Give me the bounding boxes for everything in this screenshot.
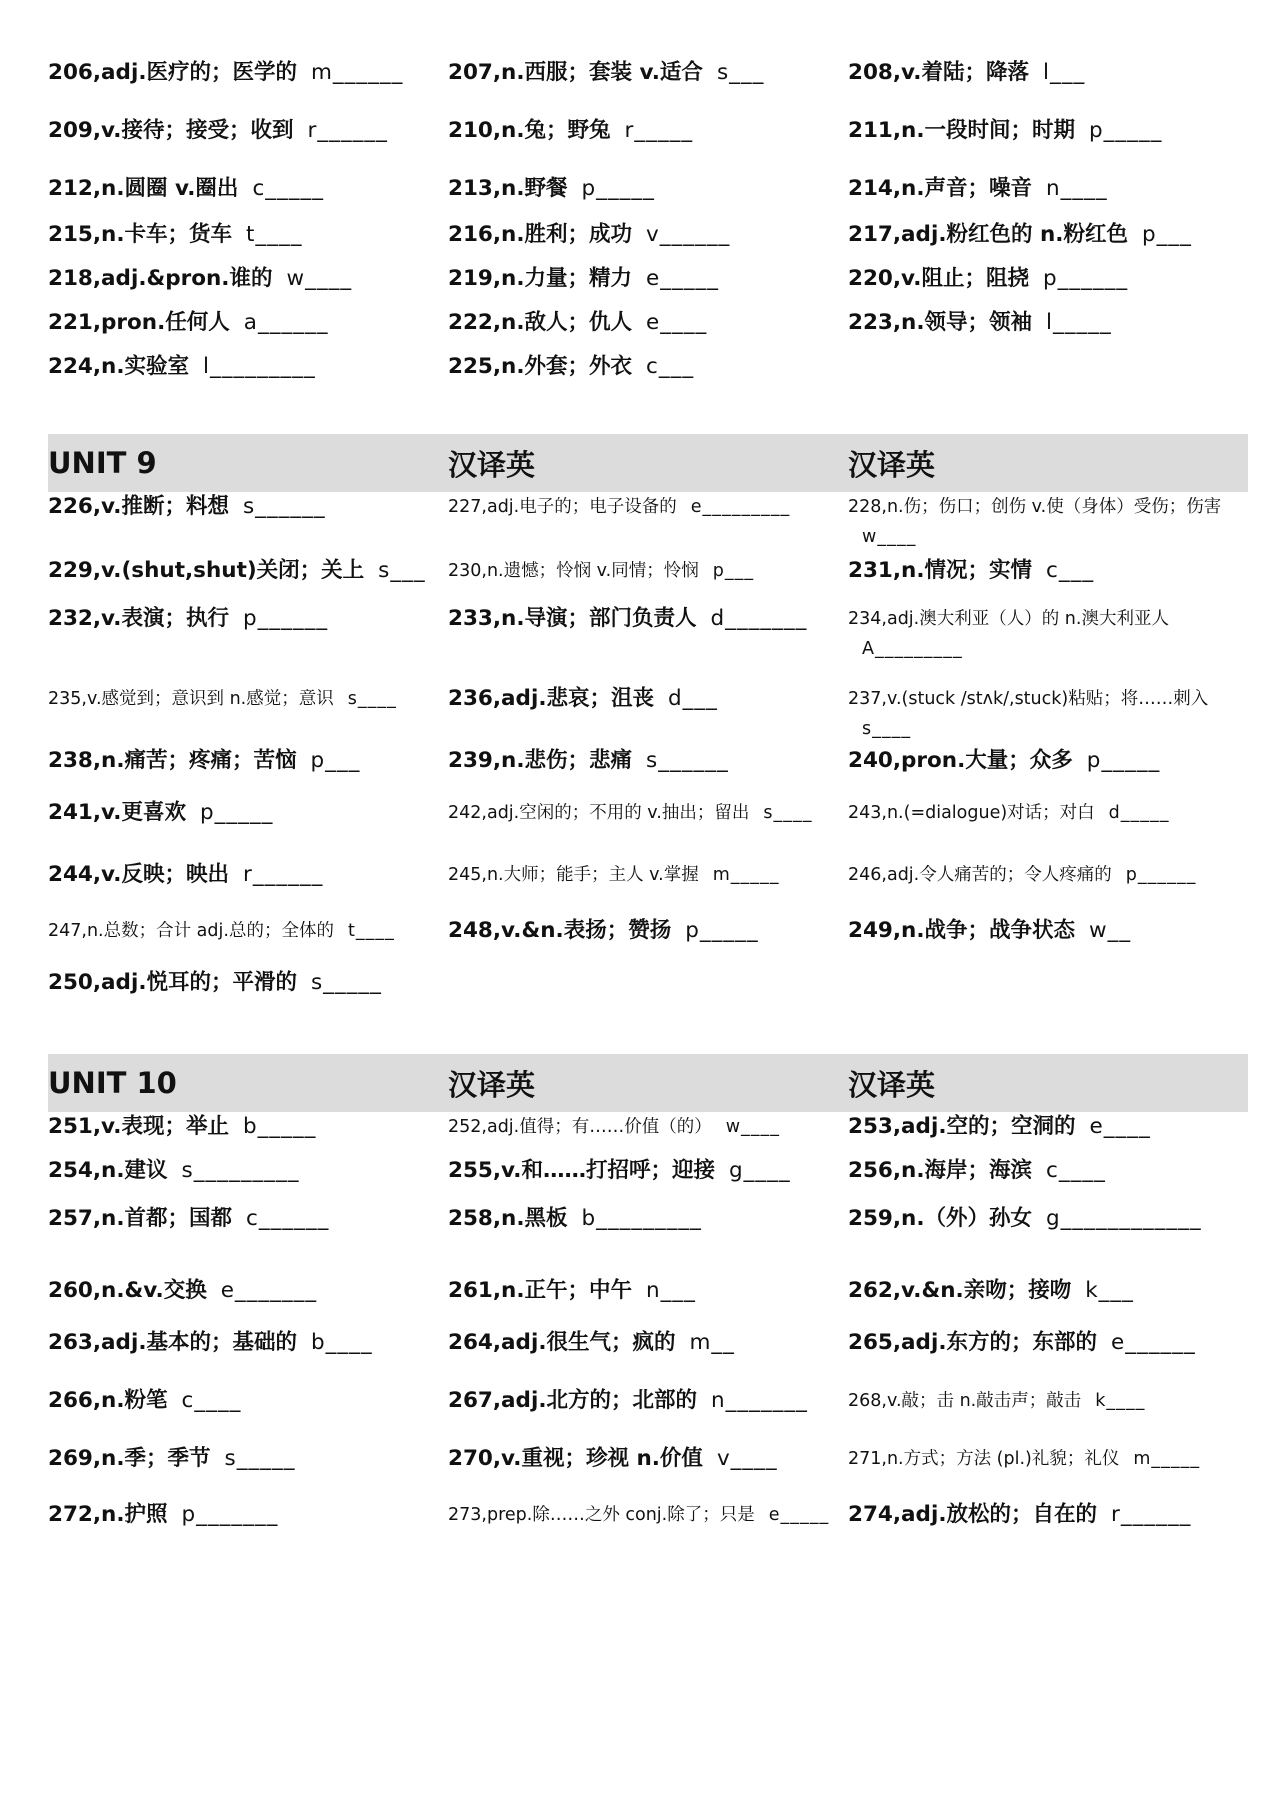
vocab-entry: [448, 746, 848, 798]
vocab-entry: [848, 1112, 1248, 1156]
entry-answer-blank: g____: [728, 1158, 791, 1183]
entry-definition: 217,adj.粉红色的 n.粉红色: [848, 222, 1128, 247]
entry-answer-blank: l___: [1042, 60, 1086, 85]
vocab-entry: [848, 264, 1248, 308]
entry-definition: 208,v.着陆；降落: [848, 60, 1029, 85]
entry-definition: 215,n.卡车；货车: [48, 222, 233, 247]
entry-answer-blank: e_______: [220, 1278, 318, 1303]
vocab-entry: [448, 1500, 848, 1560]
entry-answer-blank: v____: [716, 1446, 778, 1471]
vocab-entry: [48, 1156, 448, 1204]
vocab-entry: [448, 1204, 848, 1276]
entry-answer-blank: s___: [716, 60, 765, 85]
entry-definition: 206,adj.医疗的；医学的: [48, 60, 297, 85]
unit9-title: UNIT 9: [48, 446, 157, 480]
vocab-entry: [848, 1276, 1248, 1328]
vocab-entry: [48, 116, 448, 174]
entry-definition: 254,n.建议: [48, 1158, 168, 1183]
vocab-entry: [848, 684, 1248, 746]
vocab-entry: [48, 1112, 448, 1156]
entry-definition: 241,v.更喜欢: [48, 800, 186, 825]
vocab-entry: [48, 58, 448, 116]
vocab-entry: [848, 1204, 1248, 1276]
entry-answer-blank: s_____: [310, 970, 382, 995]
entry-definition: 238,n.痛苦；疼痛；苦恼: [48, 748, 297, 773]
entry-answer-blank: c_____: [252, 176, 325, 201]
entry-answer-blank: w____: [725, 1117, 781, 1137]
entry-answer-blank: p______: [1125, 865, 1197, 885]
entry-answer-blank: l_________: [203, 354, 316, 379]
vocab-grid-unit10: [48, 1112, 1248, 1560]
entry-answer-blank: e____: [1089, 1114, 1151, 1139]
entry-answer-blank: e____: [646, 310, 708, 335]
vocab-entry: [848, 1500, 1248, 1560]
unit10-col3-title: 汉译英: [848, 1067, 936, 1102]
vocab-entry: [48, 604, 448, 684]
entry-definition: 273,prep.除……之外 conj.除了；只是: [448, 1505, 755, 1525]
entry-definition: 250,adj.悦耳的；平滑的: [48, 970, 297, 995]
entry-answer-blank: s____: [347, 689, 397, 709]
vocab-entry: [448, 1444, 848, 1500]
entry-definition: 225,n.外套；外衣: [448, 354, 633, 379]
entry-definition: 252,adj.值得；有……价值（的）: [448, 1117, 712, 1137]
vocab-entry: [848, 220, 1248, 264]
entry-definition: 261,n.正午；中午: [448, 1278, 633, 1303]
entry-answer-blank: t____: [347, 921, 395, 941]
entry-definition: 212,n.圆圈 v.圈出: [48, 176, 239, 201]
unit10-col2-title: 汉译英: [448, 1067, 536, 1102]
vocab-entry: [48, 860, 448, 916]
vocab-entry: [48, 220, 448, 264]
entry-definition: 265,adj.东方的；东部的: [848, 1330, 1097, 1355]
entry-definition: 226,v.推断；料想: [48, 494, 229, 519]
vocab-entry: [48, 556, 448, 604]
vocab-entry: [48, 1204, 448, 1276]
entry-answer-blank: w____: [286, 266, 353, 291]
vocab-entry: [448, 916, 848, 968]
vocab-entry: [48, 492, 448, 556]
vocab-entry: [848, 916, 1248, 968]
vocab-entry: [448, 860, 848, 916]
vocab-entry: [448, 604, 848, 684]
entry-answer-blank: p_______: [181, 1502, 279, 1527]
entry-definition: 270,v.重视；珍视 n.价值: [448, 1446, 703, 1471]
entry-definition: 253,adj.空的；空洞的: [848, 1114, 1076, 1139]
vocab-entry: [48, 968, 448, 1016]
entry-answer-blank: c______: [246, 1206, 330, 1231]
vocab-entry: [48, 1444, 448, 1500]
vocab-entry: [848, 860, 1248, 916]
entry-answer-blank: v______: [646, 222, 731, 247]
vocab-entry: [848, 604, 1248, 684]
entry-definition: 210,n.兔；野兔: [448, 118, 611, 143]
entry-definition: 239,n.悲伤；悲痛: [448, 748, 633, 773]
entry-answer-blank: c___: [1046, 558, 1095, 583]
entry-definition: 240,pron.大量；众多: [848, 748, 1073, 773]
unit10-title: UNIT 10: [48, 1066, 177, 1100]
entry-answer-blank: d_______: [710, 606, 808, 631]
vocab-entry: [448, 352, 848, 396]
vocab-entry: [448, 1112, 848, 1156]
entry-definition: 249,n.战争；战争状态: [848, 918, 1076, 943]
entry-definition: 246,adj.令人痛苦的；令人疼痛的: [848, 865, 1112, 885]
entry-answer-blank: s_________: [181, 1158, 300, 1183]
vocab-entry: [848, 968, 1248, 1016]
vocab-entry: [448, 1328, 848, 1386]
entry-answer-blank: t____: [246, 222, 303, 247]
entry-definition: 256,n.海岸；海滨: [848, 1158, 1033, 1183]
entry-definition: 232,v.表演；执行: [48, 606, 229, 631]
vocab-entry: [448, 220, 848, 264]
entry-definition: 222,n.敌人；仇人: [448, 310, 633, 335]
vocab-entry: [848, 1156, 1248, 1204]
entry-definition: 236,adj.悲哀；沮丧: [448, 686, 654, 711]
vocab-entry: [448, 58, 848, 116]
entry-answer-blank: c____: [181, 1388, 242, 1413]
entry-answer-blank: s______: [242, 494, 326, 519]
entry-definition: 214,n.声音；噪音: [848, 176, 1033, 201]
entry-definition: 234,adj.澳大利亚（人）的 n.澳大利亚人: [848, 609, 1169, 629]
entry-definition: 247,n.总数；合计 adj.总的；全体的: [48, 921, 334, 941]
vocab-entry: [848, 1444, 1248, 1500]
entry-definition: 231,n.情况；实情: [848, 558, 1033, 583]
entry-answer-blank: c___: [646, 354, 695, 379]
vocab-entry: [48, 1500, 448, 1560]
entry-answer-blank: e_________: [690, 497, 791, 517]
entry-answer-blank: d_____: [1108, 803, 1170, 823]
entry-answer-blank: m__: [689, 1330, 735, 1355]
vocab-entry: [448, 1276, 848, 1328]
entry-definition: 271,n.方式；方法 (pl.)礼貌；礼仪: [848, 1449, 1120, 1469]
entry-definition: 258,n.黑板: [448, 1206, 568, 1231]
vocab-entry: [448, 308, 848, 352]
entry-answer-blank: p_____: [199, 800, 274, 825]
entry-answer-blank: d___: [667, 686, 718, 711]
entry-answer-blank: k___: [1085, 1278, 1134, 1303]
entry-answer-blank: p_____: [685, 918, 759, 943]
vocab-entry: [448, 492, 848, 556]
entry-answer-blank: r______: [1110, 1502, 1192, 1527]
entry-answer-blank: e_____: [768, 1505, 830, 1525]
entry-definition: 220,v.阻止；阻挠: [848, 266, 1029, 291]
entry-definition: 219,n.力量；精力: [448, 266, 633, 291]
vocab-entry: [448, 264, 848, 308]
vocab-entry: [448, 968, 848, 1016]
entry-definition: 272,n.护照: [48, 1502, 168, 1527]
entry-answer-blank: s____: [763, 803, 813, 823]
vocab-entry: [448, 174, 848, 220]
entry-definition: 259,n.（外）孙女: [848, 1206, 1033, 1231]
entry-answer-blank: p_____: [581, 176, 655, 201]
vocab-entry: [48, 264, 448, 308]
entry-answer-blank: l_____: [1046, 310, 1112, 335]
entry-answer-blank: n____: [1046, 176, 1108, 201]
entry-answer-blank: p______: [242, 606, 329, 631]
unit9-col2-title: 汉译英: [448, 447, 536, 482]
entry-definition: 263,adj.基本的；基础的: [48, 1330, 297, 1355]
entry-definition: 269,n.季；季节: [48, 1446, 211, 1471]
entry-answer-blank: n_______: [710, 1388, 808, 1413]
entry-definition: 243,n.(=dialogue)对话；对白: [848, 803, 1095, 823]
entry-answer-blank: p___: [712, 561, 755, 581]
entry-definition: 255,v.和……打招呼；迎接: [448, 1158, 715, 1183]
entry-answer-blank: b_____: [242, 1114, 317, 1139]
entry-definition: 235,v.感觉到；意识到 n.感觉；意识: [48, 689, 334, 709]
vocab-grid-top: [48, 58, 1248, 396]
entry-definition: 224,n.实验室: [48, 354, 190, 379]
entry-answer-blank: n___: [646, 1278, 696, 1303]
entry-answer-blank: p_____: [1086, 748, 1161, 773]
vocab-entry: [848, 174, 1248, 220]
entry-definition: 267,adj.北方的；北部的: [448, 1388, 697, 1413]
entry-definition: 230,n.遗憾；怜悯 v.同情；怜悯: [448, 561, 699, 581]
vocab-entry: [448, 116, 848, 174]
entry-answer-blank: w__: [1089, 918, 1132, 943]
vocab-entry: [848, 746, 1248, 798]
entry-definition: 228,n.伤；伤口；创伤 v.使（身体）受伤；伤害: [848, 497, 1222, 517]
entry-definition: 229,v.(shut,shut)关闭；关上: [48, 558, 365, 583]
entry-answer-blank: r______: [307, 118, 388, 143]
entry-answer-blank: k____: [1095, 1391, 1146, 1411]
entry-definition: 213,n.野餐: [448, 176, 568, 201]
entry-definition: 244,v.反映；映出: [48, 862, 229, 887]
entry-answer-blank: c____: [1046, 1158, 1106, 1183]
entry-answer-blank: b_________: [581, 1206, 702, 1231]
entry-answer-blank: s___: [378, 558, 426, 583]
vocab-page: [48, 58, 1248, 1560]
vocab-entry: [48, 798, 448, 860]
vocab-entry: [848, 492, 1248, 556]
entry-answer-blank: A_________: [862, 639, 963, 659]
entry-answer-blank: e______: [1110, 1330, 1196, 1355]
vocab-entry: [848, 58, 1248, 116]
entry-answer-blank: s_____: [224, 1446, 296, 1471]
entry-answer-blank: m_____: [712, 865, 780, 885]
entry-definition: 211,n.一段时间；时期: [848, 118, 1076, 143]
entry-answer-blank: m______: [310, 60, 404, 85]
vocab-entry: [448, 684, 848, 746]
entry-answer-blank: s____: [862, 719, 912, 739]
vocab-entry: [848, 798, 1248, 860]
entry-answer-blank: p___: [1141, 222, 1192, 247]
vocab-entry: [448, 1156, 848, 1204]
vocab-entry: [48, 1386, 448, 1444]
entry-definition: 260,n.&v.交换: [48, 1278, 207, 1303]
vocab-entry: [48, 684, 448, 746]
entry-definition: 245,n.大师；能手；主人 v.掌握: [448, 865, 699, 885]
entry-definition: 233,n.导演；部门负责人: [448, 606, 697, 631]
vocab-entry: [48, 174, 448, 220]
entry-answer-blank: g____________: [1046, 1206, 1202, 1231]
entry-answer-blank: w____: [862, 527, 917, 547]
entry-definition: 216,n.胜利；成功: [448, 222, 633, 247]
entry-definition: 268,v.敲；击 n.敲击声；敲击: [848, 1391, 1082, 1411]
entry-definition: 221,pron.任何人: [48, 310, 230, 335]
entry-answer-blank: s______: [646, 748, 729, 773]
vocab-entry: [848, 352, 1248, 396]
unit9-header: [48, 434, 1248, 492]
entry-answer-blank: p___: [310, 748, 361, 773]
entry-answer-blank: p_____: [1089, 118, 1163, 143]
entry-definition: 209,v.接待；接受；收到: [48, 118, 294, 143]
entry-definition: 274,adj.放松的；自在的: [848, 1502, 1097, 1527]
vocab-entry: [448, 556, 848, 604]
entry-definition: 264,adj.很生气；疯的: [448, 1330, 676, 1355]
entry-definition: 257,n.首都；国都: [48, 1206, 233, 1231]
entry-answer-blank: r_____: [624, 118, 694, 143]
vocab-entry: [848, 556, 1248, 604]
vocab-entry: [848, 1328, 1248, 1386]
entry-definition: 207,n.西服；套装 v.适合: [448, 60, 703, 85]
vocab-entry: [48, 1276, 448, 1328]
vocab-entry: [48, 916, 448, 968]
entry-definition: 262,v.&n.亲吻；接吻: [848, 1278, 1072, 1303]
entry-definition: 227,adj.电子的；电子设备的: [448, 497, 677, 517]
entry-answer-blank: a______: [243, 310, 329, 335]
vocab-entry: [848, 308, 1248, 352]
vocab-entry: [448, 1386, 848, 1444]
entry-answer-blank: p______: [1042, 266, 1129, 291]
entry-definition: 242,adj.空闲的；不用的 v.抽出；留出: [448, 803, 750, 823]
vocab-entry: [848, 116, 1248, 174]
vocab-entry: [848, 1386, 1248, 1444]
entry-definition: 223,n.领导；领袖: [848, 310, 1033, 335]
entry-definition: 248,v.&n.表扬；赞扬: [448, 918, 672, 943]
entry-answer-blank: m_____: [1133, 1449, 1201, 1469]
vocab-grid-unit9: [48, 492, 1248, 1016]
entry-answer-blank: r______: [242, 862, 324, 887]
entry-definition: 251,v.表现；举止: [48, 1114, 229, 1139]
entry-definition: 266,n.粉笔: [48, 1388, 168, 1413]
vocab-entry: [48, 308, 448, 352]
unit10-header: [48, 1054, 1248, 1112]
unit9-col3-title: 汉译英: [848, 447, 936, 482]
entry-definition: 237,v.(stuck /stʌk/,stuck)粘贴；将……刺入: [848, 689, 1209, 709]
vocab-entry: [448, 798, 848, 860]
entry-answer-blank: b____: [310, 1330, 373, 1355]
vocab-entry: [48, 1328, 448, 1386]
vocab-entry: [48, 352, 448, 396]
entry-answer-blank: e_____: [646, 266, 720, 291]
entry-definition: 218,adj.&pron.谁的: [48, 266, 273, 291]
vocab-entry: [48, 746, 448, 798]
